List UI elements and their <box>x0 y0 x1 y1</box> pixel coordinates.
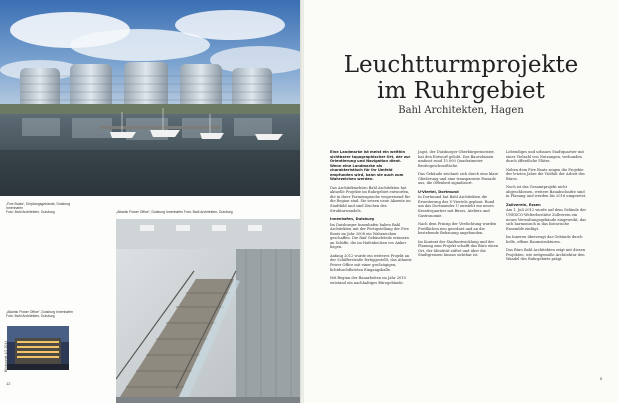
col2-paragraph-4: Nach dem Prinzip der Verdichtung wurden Freiflächen neu geordnet und an die bestehende Bebauung angebunden. <box>418 222 497 236</box>
col3-paragraph-2: Neben dem Five Boats zeigen die Projekte der letzten Jahre die Vielfalt der Arbeit des Büros. <box>506 167 585 181</box>
left-page <box>0 0 300 403</box>
article-subtitle: Bahl Architekten, Hagen <box>398 105 524 116</box>
text-column-3 <box>506 150 588 266</box>
col3-paragraph-3: Noch ist das Gesamtprojekt nicht abgeschlossen, weitere Bauabschnitte sind in Planung und werden bis 2016 umgesetzt. <box>506 185 587 199</box>
caption-bottom <box>6 310 106 318</box>
caption-middle-credit: Foto: Bahl Architekten, Duisburg <box>183 210 233 214</box>
col2-paragraph-2: Das Gebäude zeichnet sich durch eine klare Gliederung und eine transparente Fassade aus, die Offenheit signalisiert. <box>418 172 499 186</box>
page-number-right: 5 <box>600 376 603 381</box>
caption-middle-title: „Atlantic Power Office“, Duisburg Innenhafen <box>116 210 184 214</box>
col3-paragraph-6: Das Büro Bahl Architekten zeigt mit diesen Projekten, wie zeitgemäße Architektur den Wandel des Ruhrgebiets prägt. <box>506 248 586 262</box>
text-column-2 <box>418 150 500 262</box>
col3-subheading: Zollverein, Essen <box>506 202 541 207</box>
caption-top-credit: Foto: Bahl Architekten, Duisburg <box>6 210 55 215</box>
col1-subheading: Innenhafen, Duisburg <box>330 217 374 222</box>
dusk-photo <box>7 326 69 370</box>
col2-paragraph-1: Jagst, der Duisburger Oberbürgermeister, hat den Entwurf gelobt. Das Bauvolumen umfasst rund 15.000 Quadratmeter Bruttogeschossfläche. <box>418 150 495 168</box>
col1-paragraph-2: Im Duisburger Innenhafen haben Bahl Architekten mit der Fertigstellung der Five Boats im Jahr 2008 ein Wahrzeichen geschaffen. Die fünf Gebäudeteile erinnern an Schiffe, die im Hafenbecken vor Anker liegen. <box>330 222 409 250</box>
lead-paragraph: Eine Landmarke ist meist ein weithin sichtbarer topographischer Ort, der zur Orientierung und Navigation dient. Wenn eine Landmarke als charakteristisch für ihr Umfeld empfunden wird, kann sie auch zum Wahrzeichen werden. <box>330 150 411 182</box>
col2-paragraph-3: In Dortmund hat Bahl Architekten die Erweiterung des U-Viertels geplant. Rund um das Dortmunder U entsteht ein neues Kreativquartier mit Büros, Ateliers und Gastronomie. <box>418 195 495 218</box>
caption-top-title: „Five Boats“, Empfangsgebäude, Duisburg Innenhafen <box>6 202 71 211</box>
caption-bottom-credit: Foto: Bahl Architekten, Duisburg <box>6 314 55 319</box>
col1-paragraph-1: Das Architekturbüro Bahl Architekten hat aktuelle Projekte im Ruhrgebiet entworfen, die in ihrer Formensprache wegweisend für die Region sind. Sie setzen neue Akzente im Stadtbild und sind Zeichen des Strukturwandels. <box>330 185 411 213</box>
article-title-line1: Leuchtturmprojekte <box>343 52 579 78</box>
col3-paragraph-5: Im Inneren überzeugt das Gebäude durch helle, offene Raumstrukturen. <box>506 235 583 244</box>
five-boats-image <box>0 0 300 196</box>
article-title-line2: im Ruhrgebiet <box>377 78 545 104</box>
caption-middle <box>116 210 300 214</box>
atrium-photo <box>116 219 300 403</box>
col3-paragraph-4: Am 1. Juli 2012 wurde auf dem Gelände der UNESCO-Welterbestätte Zollverein ein neues Verwaltungsgebäude eingeweiht, das sich harmonisch in das historische Ensemble einfügt. <box>506 208 587 231</box>
col1-paragraph-4: Mit Beginn der Bauarbeiten im Jahr 2010 entstand ein nachhaltiges Bürogebäude. <box>330 276 406 285</box>
page-number-left: 12 <box>6 381 11 386</box>
five-boats-photo <box>0 0 300 196</box>
col1-paragraph-3: Anfang 2012 wurde ein weiteres Projekt an der Schifferstraße fertiggestellt, das Atlantic Power Office mit einer großzügigen, lichtdurchfluteten Eingangshalle. <box>330 253 412 272</box>
col2-paragraph-5: Im Kontext der Stadtentwicklung und der Planung zum Projekt schafft das Büro einen Ort, der Identität stiftet und über die Stadtgrenzen hinaus sichtbar ist. <box>418 239 499 258</box>
col3-paragraph-1: Lebendiges und urbanes Stadtquartier mit einer Vielzahl von Nutzungen, verbunden durch öffentliche Plätze. <box>506 150 584 164</box>
text-column-1 <box>330 150 412 289</box>
section-label: Blickpunkt 1/2 2014 <box>4 340 8 372</box>
atrium-image <box>116 219 300 403</box>
dusk-image <box>7 326 69 370</box>
col2-subheading: U-Viertel, Dortmund <box>418 189 459 194</box>
caption-top <box>6 202 76 215</box>
caption-bottom-title: „Atlantic Power Office“, Duisburg Innenhafen <box>6 310 74 314</box>
